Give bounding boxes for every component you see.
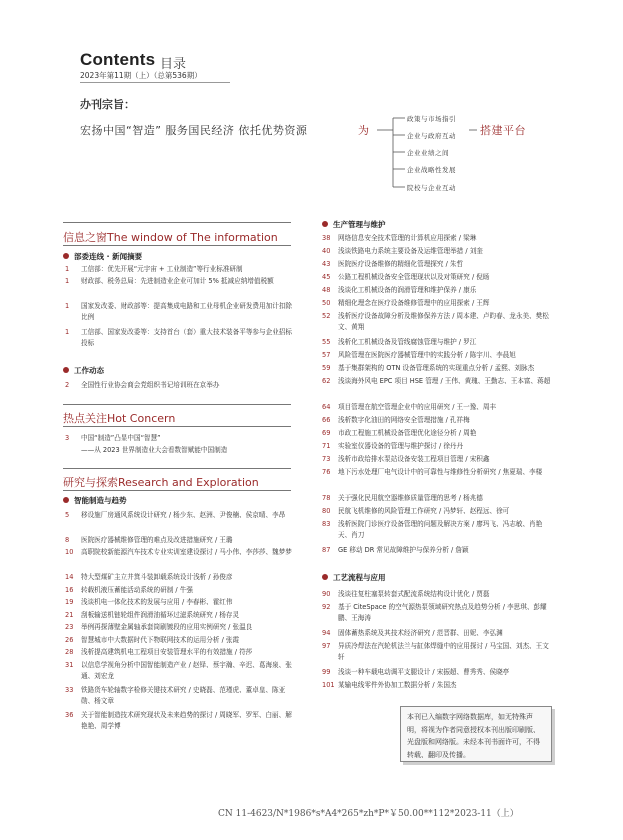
group-heading: 工艺流程与应用 (322, 572, 386, 583)
bullet-dot-icon (63, 497, 69, 503)
header-divider (80, 82, 230, 83)
contents-title-cn: 目录 (160, 57, 187, 72)
group-heading: 部委连线 · 新闻摘要 (63, 251, 142, 262)
group-heading: 智能制造与趋势 (63, 495, 127, 506)
contents-title-en: Contents (80, 50, 156, 69)
section-rule (63, 426, 291, 427)
issue-info: 2023年第11期（上）（总第536期） (80, 71, 202, 80)
publication-code: CN 11-4623/N*1986*s*A4*265*zh*P*￥50.00**112*2023-11（上） (218, 809, 519, 819)
bullet-dot-icon (322, 221, 328, 227)
purpose-branch: 企业战略性发展 (407, 166, 456, 174)
purpose-branch: 企业业绩之间 (407, 149, 449, 157)
section-top-rule (63, 222, 291, 223)
group-heading: 工作动态 (63, 365, 104, 376)
copyright-notice: 本刊已入编数字网络数据库，如无特殊声明，将视为作者同意授权本刊出版印刷版、光盘版和网络版。未经本刊书面许可，不得转载、翻印及传播。 (400, 706, 552, 762)
purpose-branch: 企业与政府互动 (407, 132, 456, 140)
bullet-dot-icon (322, 574, 328, 580)
purpose-connector: 为 (358, 124, 369, 137)
section-top-rule (63, 404, 291, 405)
purpose-branch: 政策与市场指引 (407, 115, 456, 123)
purpose-branch: 院校与企业互动 (407, 184, 456, 192)
purpose-label: 办刊宗旨： (80, 98, 135, 111)
section-info-window: 信息之窗The window of The information (63, 231, 278, 244)
purpose-goal: 搭建平台 (480, 124, 526, 137)
section-top-rule (63, 468, 291, 469)
bullet-dot-icon (63, 253, 69, 259)
section-rule (63, 245, 291, 246)
bullet-dot-icon (63, 367, 69, 373)
purpose-text: 宏扬中国“智造” 服务国民经济 依托优势资源 (80, 124, 308, 137)
group-heading: 生产管理与维护 (322, 219, 386, 230)
section-rule (63, 490, 291, 491)
section-research: 研究与探索Research and Exploration (63, 476, 259, 489)
section-hot-concern: 热点关注Hot Concern (63, 412, 176, 425)
